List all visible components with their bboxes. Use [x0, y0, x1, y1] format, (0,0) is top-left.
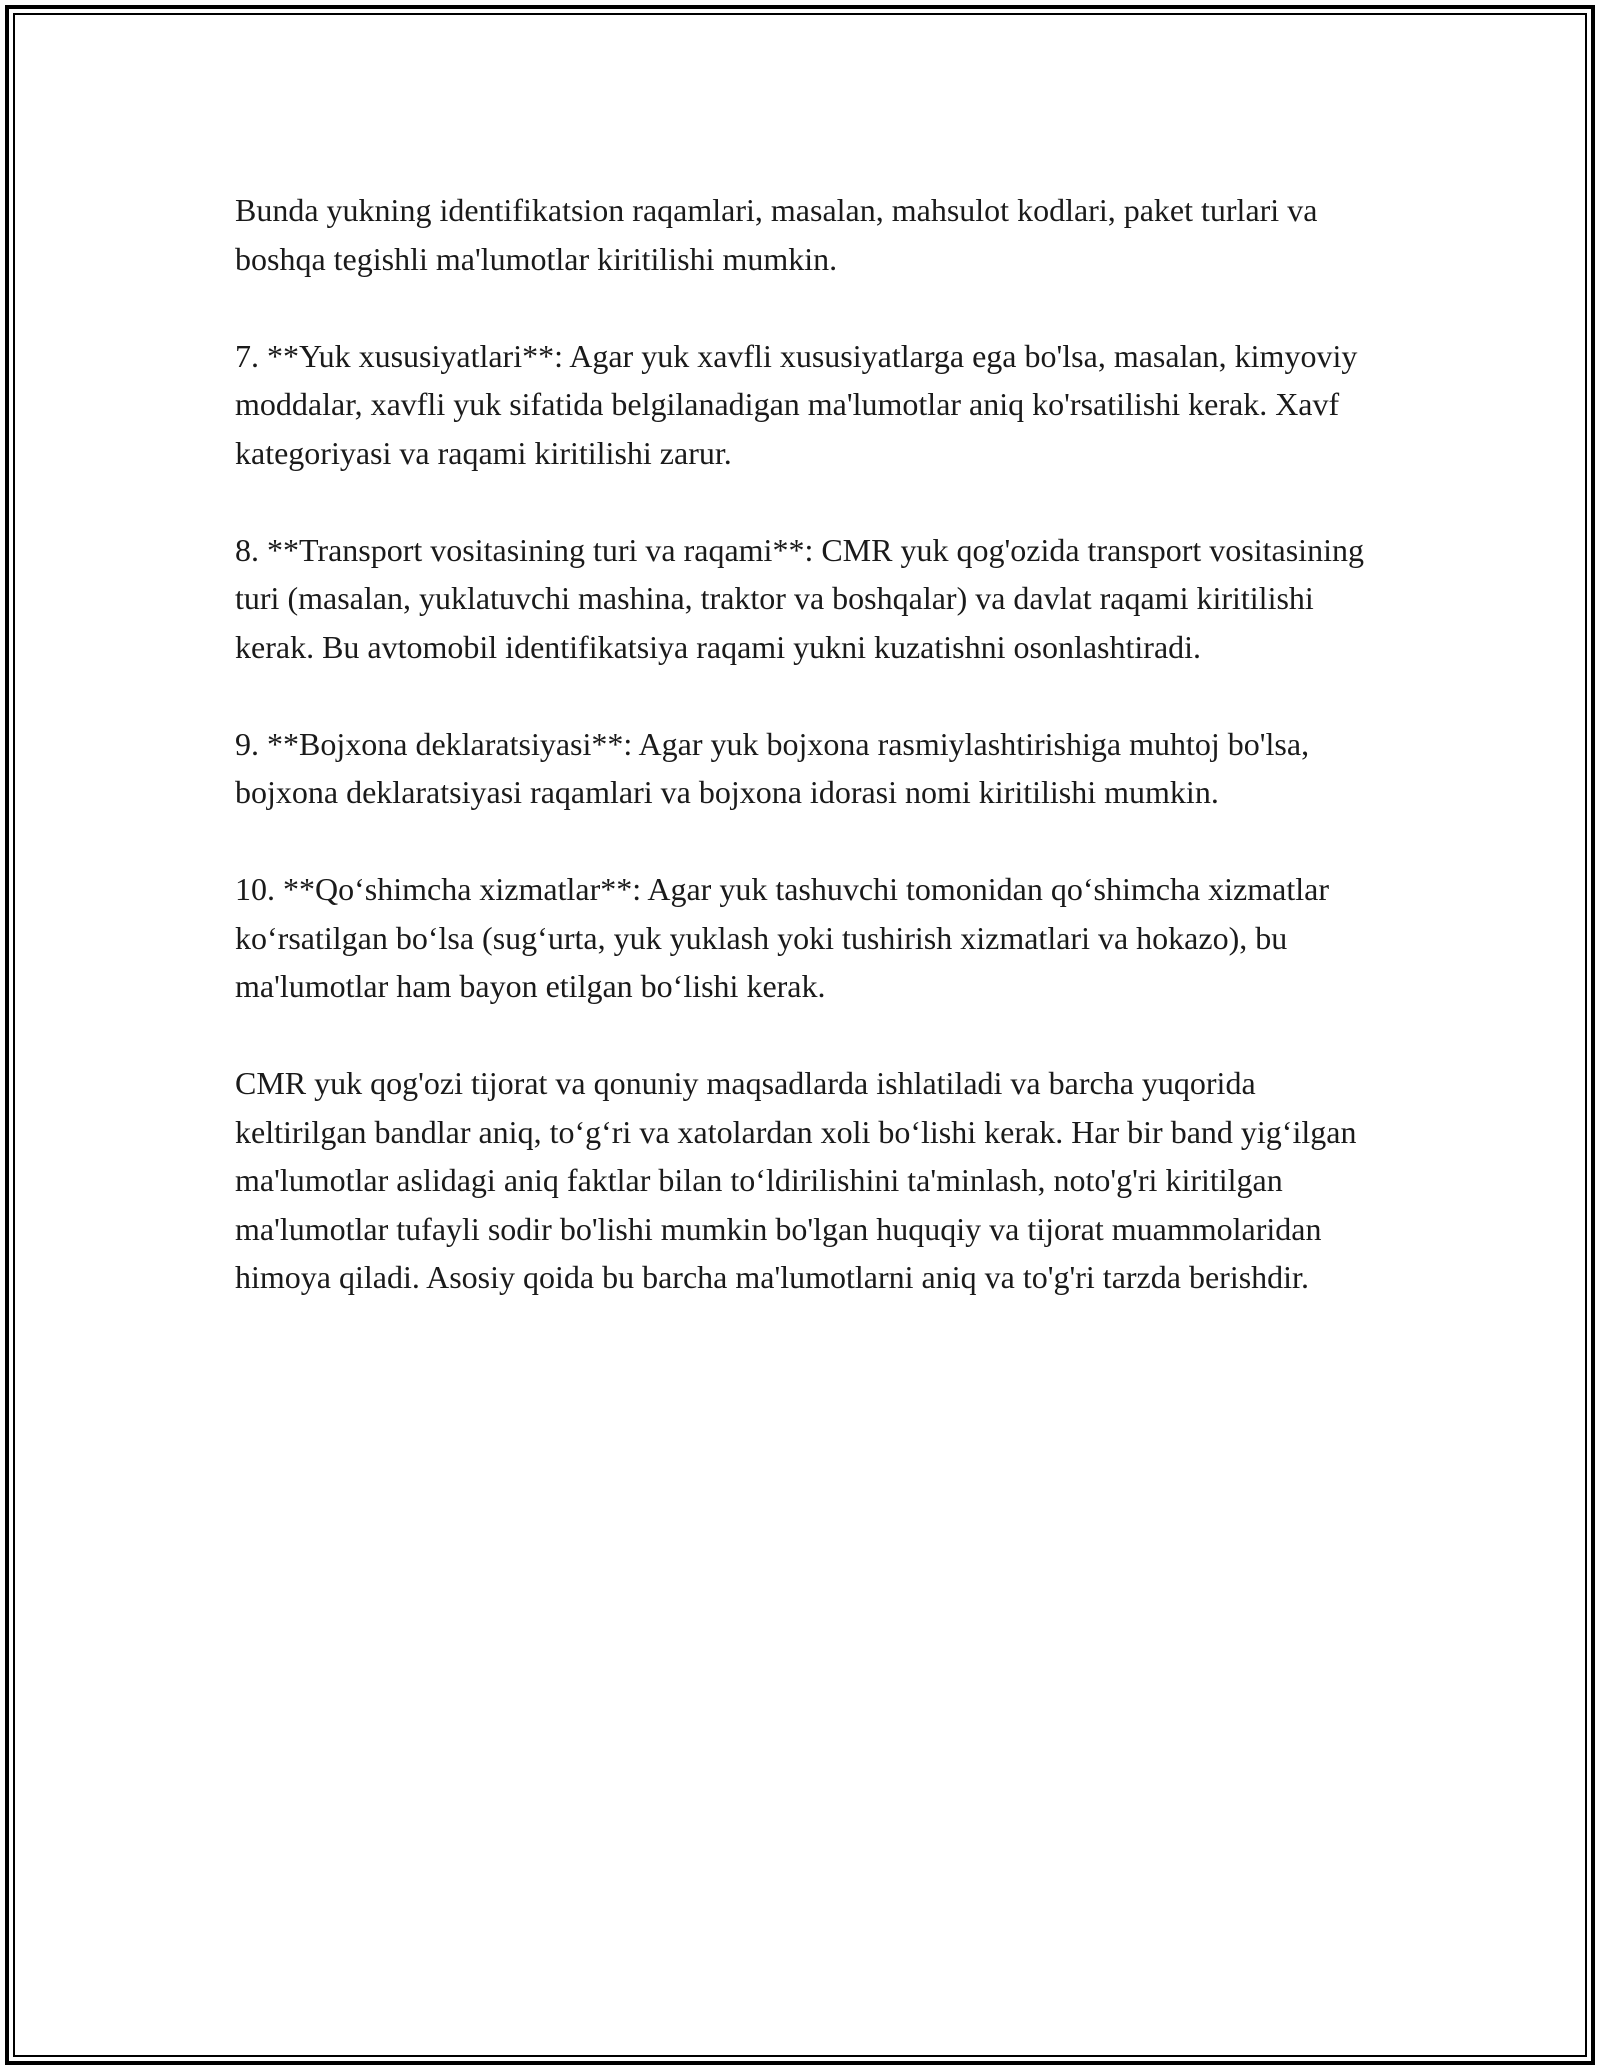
paragraph-conclusion: CMR yuk qog'ozi tijorat va qonuniy maqsadlarda ishlatiladi va barcha yuqorida keltirilgan bandlar aniq, to‘g‘ri va xatolardan xoli bo‘lishi kerak. Har bir band yig‘ilgan ma'lumotlar aslidagi aniq faktlar bilan to‘ldirilishini ta'minlash, noto'g'ri kiritilgan ma'lumotlar tufayli sodir bo'lishi mumkin bo'lgan huquqiy va tijorat muammolaridan himoya qiladi. Asosiy qoida bu barcha ma'lumotlarni aniq va to'g'ri tarzda berishdir. [235, 1065, 1357, 1295]
paragraph-item-10: 10. **Qo‘shimcha xizmatlar**: Agar yuk tashuvchi tomonidan qo‘shimcha xizmatlar ko‘rsatilgan bo‘lsa (sug‘urta, yuk yuklash yoki tushirish xizmatlari va hokazo), bu ma'lumotlar ham bayon etilgan bo‘lishi kerak. [235, 871, 1329, 1004]
paragraph-item-9: 9. **Bojxona deklaratsiyasi**: Agar yuk bojxona rasmiylashtirishiga muhtoj bo'lsa, bojxona deklaratsiyasi raqamlari va bojxona idorasi nomi kiritilishi mumkin. [235, 725, 1310, 810]
paragraph-item-8: 8. **Transport vositasining turi va raqami**: CMR yuk qog'ozida transport vositasining turi (masalan, yuklatuvchi mashina, traktor va boshqalar) va davlat raqami kiritilishi kerak. Bu avtomobil identifikatsiya raqami yukni kuzatishni osonlashtiradi. [235, 531, 1364, 665]
paragraph-intro: Bunda yukning identifikatsion raqamlari, masalan, mahsulot kodlari, paket turlari va boshqa tegishli ma'lumotlar kiritilishi mumkin. [235, 192, 1318, 277]
document-body [235, 186, 1395, 1302]
paragraph-item-7: 7. **Yuk xususiyatlari**: Agar yuk xavfli xususiyatlarga ega bo'lsa, masalan, kimyoviy moddalar, xavfli yuk sifatida belgilanadigan ma'lumotlar aniq ko'rsatilishi kerak. Xavf kategoriyasi va raqami kiritilishi zarur. [235, 337, 1358, 471]
